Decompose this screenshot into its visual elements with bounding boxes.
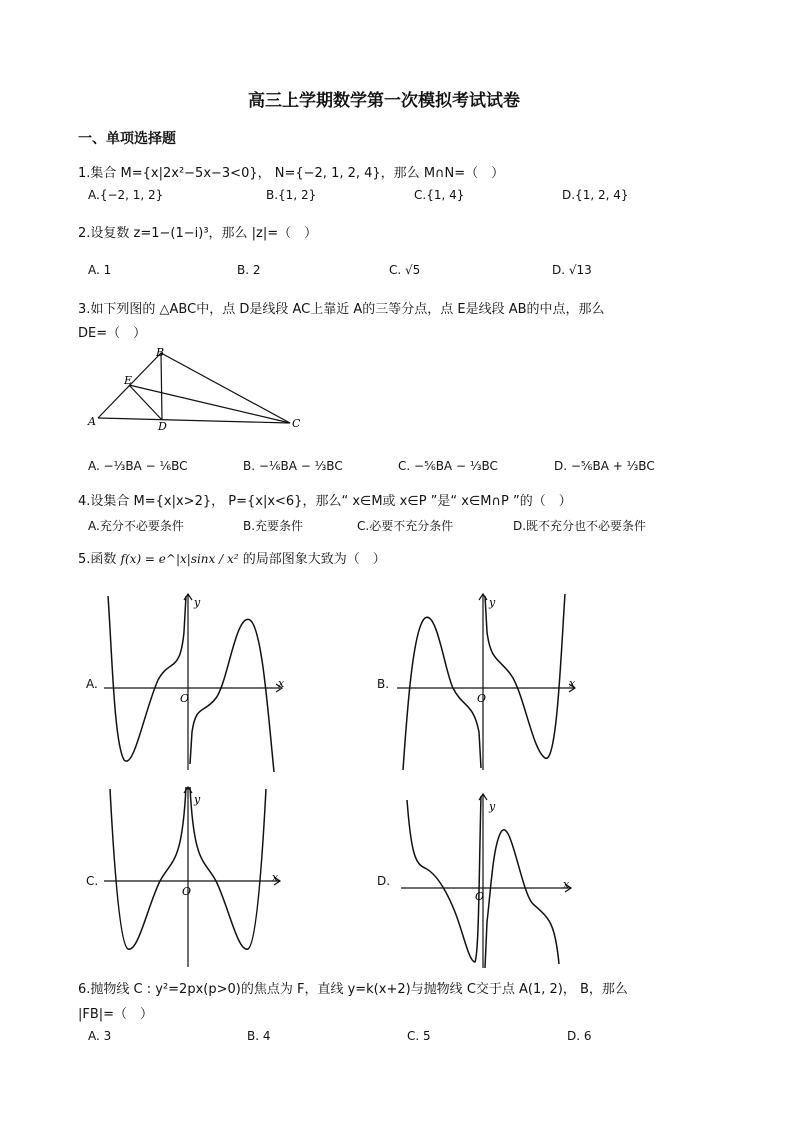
question-5-prefix: 5.函数	[78, 552, 117, 567]
question-5-formula: f(x) = e^|x|sinx / x²	[120, 552, 239, 566]
question-3-stem: 3.如下列图的 △ABC中，点 D是线段 AC上靠近 A的三等分点，点 E是线段 AB的中点，那么	[78, 302, 605, 317]
graph-b	[393, 592, 593, 772]
graph-d-y-label: y	[489, 800, 496, 813]
question-6-option-b: B. 4	[247, 1029, 271, 1043]
question-2-option-c: C. √5	[389, 263, 421, 277]
exam-title: 高三上学期数学第一次模拟考试试卷	[248, 91, 520, 111]
question-6-option-d: D. 6	[567, 1029, 592, 1043]
question-1-stem: 1.集合 M={x|2x²−5x−3<0}， N={−2, 1, 2, 4}，那么 M∩N=（ ）	[78, 166, 505, 181]
graph-c-label: C.	[86, 874, 99, 888]
graph-d-label: D.	[377, 874, 391, 888]
question-4-option-b: B.充要条件	[243, 519, 304, 533]
question-4-option-a: A.充分不必要条件	[88, 519, 184, 533]
triangle-figure	[82, 345, 312, 435]
vertex-a-label: A	[88, 415, 96, 428]
question-3-option-c: C. −⅚BA − ⅓BC	[398, 459, 498, 473]
question-4-option-c: C.必要不充分条件	[357, 519, 454, 533]
graph-a-x-label: x	[278, 677, 285, 690]
question-6-option-a: A. 3	[88, 1029, 112, 1043]
graph-a-label: A.	[86, 677, 98, 691]
question-1-option-c: C.{1, 4}	[414, 188, 465, 202]
graph-b-x-label: x	[569, 677, 576, 690]
graph-b-y-label: y	[489, 596, 496, 609]
question-1-option-d: D.{1, 2, 4}	[562, 188, 629, 202]
question-1-option-a: A.{−2, 1, 2}	[88, 188, 164, 202]
question-6-stem: 6.抛物线 C : y²=2px(p>0)的焦点为 F，直线 y=k(x+2)与抛物线 C交于点 A(1, 2)， B，那么	[78, 982, 628, 997]
point-e-label: E	[124, 374, 133, 387]
question-5-stem	[78, 548, 386, 567]
question-5-suffix: 的局部图象大致为（ ）	[242, 552, 386, 567]
question-2-option-a: A. 1	[88, 263, 112, 277]
question-6-option-c: C. 5	[407, 1029, 431, 1043]
section-heading: 一、单项选择题	[78, 131, 176, 147]
graph-c-x-label: x	[272, 871, 279, 884]
question-3-option-d: D. −⅚BA + ⅓BC	[554, 459, 655, 473]
graph-b-origin-label: O	[477, 692, 487, 705]
point-d-label: D	[158, 420, 167, 433]
graph-a	[100, 592, 300, 772]
question-4-stem: 4.设集合 M={x|x>2}， P={x|x<6}，那么“ x∈M或 x∈P ”是“ x∈M∩P ”的（ ）	[78, 494, 572, 509]
question-3-option-b: B. −⅙BA − ⅓BC	[243, 459, 343, 473]
graph-a-origin-label: O	[180, 692, 190, 705]
question-1-option-b: B.{1, 2}	[266, 188, 317, 202]
graph-b-label: B.	[377, 677, 390, 691]
graph-d	[393, 792, 593, 972]
question-4-option-d: D.既不充分也不必要条件	[513, 519, 647, 533]
question-3-stem-line2: DE=（ ）	[78, 326, 147, 341]
graph-a-y-label: y	[194, 596, 201, 609]
graph-c	[100, 785, 300, 970]
graph-d-x-label: x	[563, 878, 570, 891]
graph-d-origin-label: O	[475, 890, 485, 903]
question-6-stem-line2: |FB|=（ ）	[78, 1007, 154, 1022]
vertex-c-label: C	[292, 417, 301, 430]
graph-c-y-label: y	[194, 793, 201, 806]
graph-c-origin-label: O	[182, 885, 192, 898]
question-3-option-a: A. −⅓BA − ⅙BC	[88, 459, 188, 473]
question-2-option-d: D. √13	[552, 263, 592, 277]
question-2-option-b: B. 2	[237, 263, 261, 277]
question-2-stem: 2.设复数 z=1−(1−i)³，那么 |z|=（ ）	[78, 226, 318, 241]
vertex-b-label: B	[156, 346, 165, 359]
